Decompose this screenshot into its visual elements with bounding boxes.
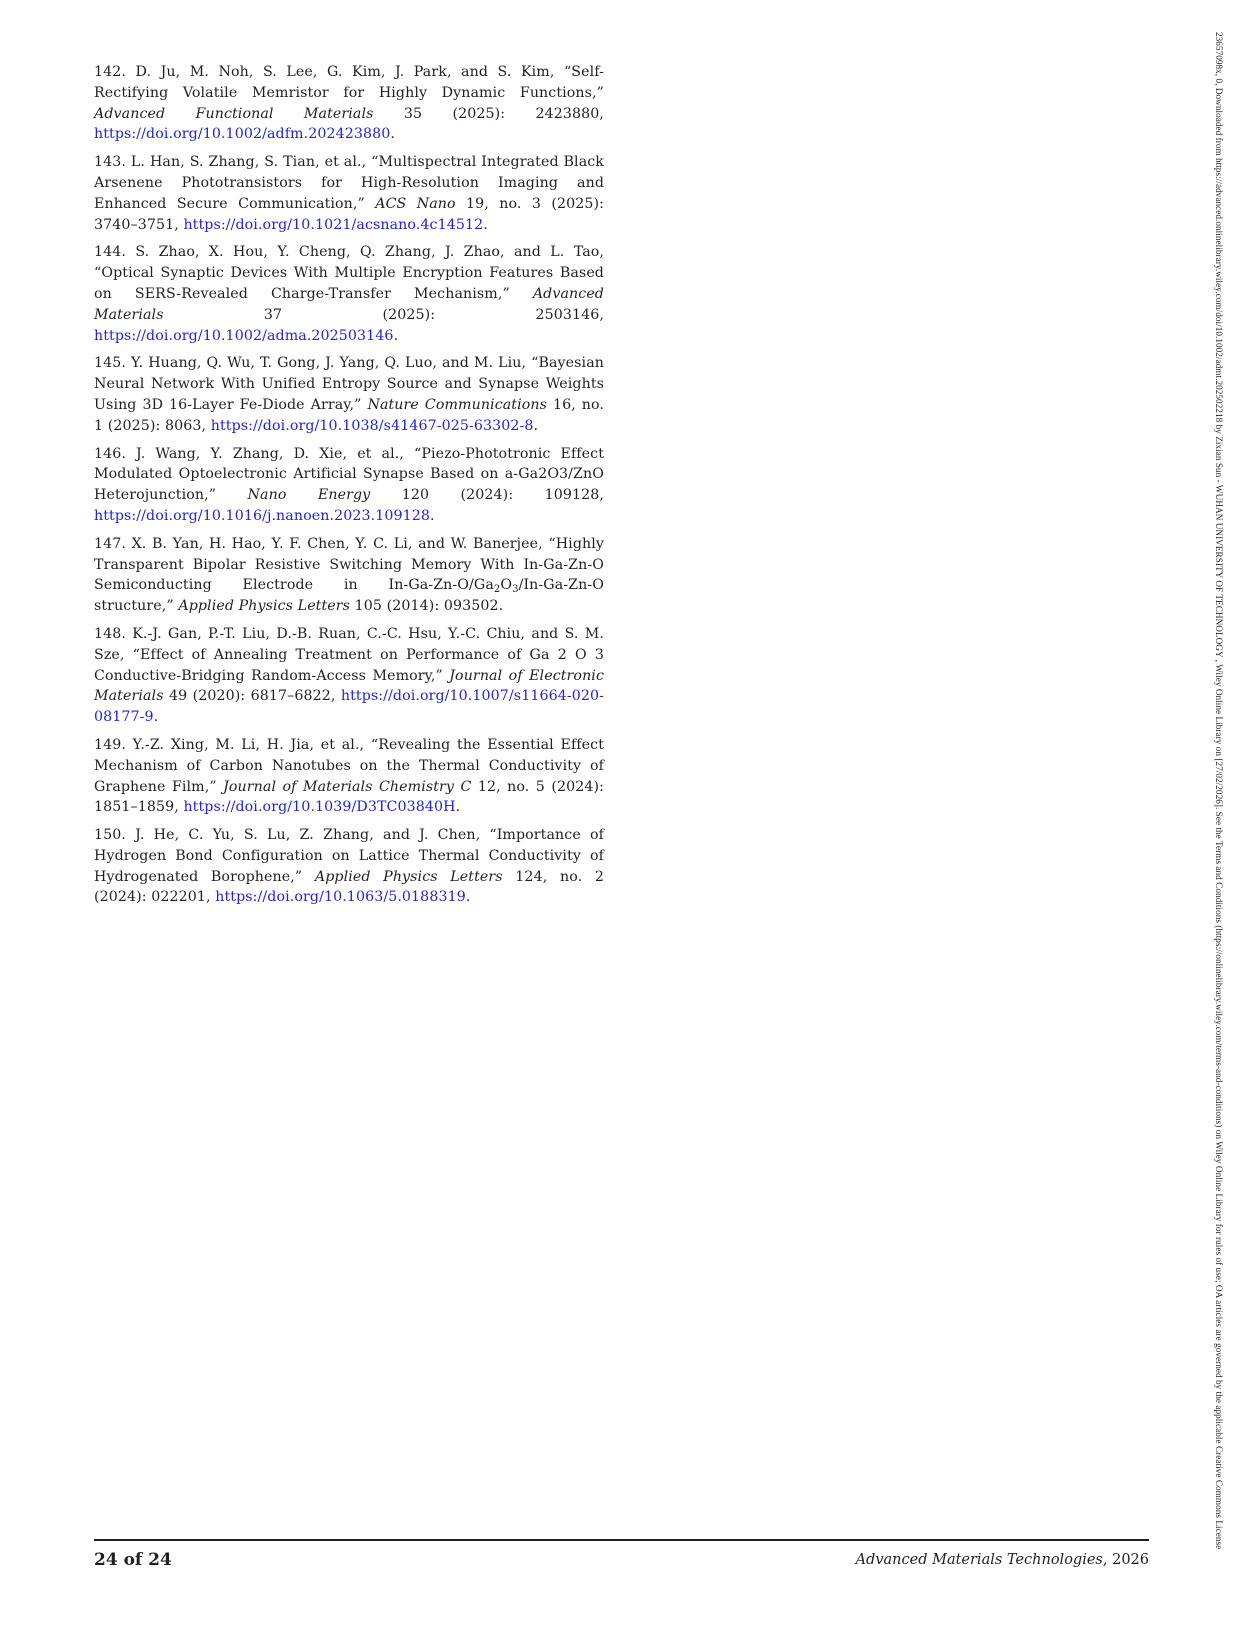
- reference-142: [94, 62, 604, 145]
- footer-journal: [856, 1552, 1149, 1568]
- journal-name: Advanced Materials: [94, 285, 604, 323]
- reference-end: .: [390, 126, 395, 143]
- reference-number: 150.: [94, 827, 126, 844]
- doi-link[interactable]: https://doi.org/10.1038/s41467-025-63302-8: [210, 417, 534, 434]
- reference-146: [94, 444, 604, 527]
- reference-details: 37 (2025): 2503146,: [163, 306, 604, 323]
- footer-rule: [94, 1539, 1149, 1541]
- reference-end: .: [153, 709, 159, 726]
- reference-number: 147.: [94, 535, 126, 552]
- reference-text: L. Han, S. Zhang, S. Tian, et al., “Multispectral Integrated Black Arsenene Phototransistors for High-Resolution Imaging and Enhanced Secure Communication,”: [94, 154, 604, 212]
- reference-number: 146.: [94, 445, 126, 462]
- reference-end: .: [465, 889, 471, 906]
- reference-list: [94, 62, 604, 915]
- reference-text: J. He, C. Yu, S. Lu, Z. Zhang, and J. Chen, “Importance of Hydrogen Bond Configuration on Lattice Thermal Conductivity of Hydrogenated Borophene,”: [94, 827, 604, 885]
- reference-end: .: [429, 507, 435, 524]
- reference-text: X. B. Yan, H. Hao, Y. F. Chen, Y. C. Li, and W. Banerjee, “Highly Transparent Bipolar Resistive Switching Memory With In-Ga-Zn-O Semiconducting Electrode in In-Ga-Zn-O/Ga: [94, 535, 604, 594]
- reference-number: 142.: [94, 64, 126, 80]
- reference-148: [94, 624, 604, 728]
- side-download-notice: 23657098x, 0, Downloaded from https://advanced.onlinelibrary.wiley.com/doi/10.1002/admt.202502218 by Zixian Sun - WUHAN UNIVERSITY OF TECHNOLOGY , Wiley Online Library on [27/02/2026]. See the Terms and Conditions (https://onlinelibrary.wiley.com/terms-and-conditions) on Wiley Online Library for rules of use; OA articles are governed by the applicable Creative Commons License: [1214, 32, 1224, 1550]
- reference-details: 120 (2024): 109128,: [370, 487, 605, 504]
- journal-name: Journal of Materials Chemistry C: [223, 778, 472, 795]
- doi-link[interactable]: https://doi.org/10.1021/acsnano.4c14512: [183, 216, 484, 233]
- reference-text: S. Zhao, X. Hou, Y. Cheng, Q. Zhang, J. Zhao, and L. Tao, “Optical Synaptic Devices With Multiple Encryption Features Based on SERS-Revealed Charge-Transfer Mechanism,”: [94, 244, 604, 302]
- doi-link[interactable]: https://doi.org/10.1002/adfm.202423880: [94, 126, 391, 143]
- reference-text: Y. Huang, Q. Wu, T. Gong, J. Yang, Q. Luo, and M. Liu, “Bayesian Neural Network With Unified Entropy Source and Synapse Weights Using 3D 16-Layer Fe-Diode Array,”: [94, 355, 604, 413]
- reference-149: [94, 735, 604, 818]
- page-number: 24 of 24: [94, 1550, 172, 1570]
- reference-text: K.-J. Gan, P.-T. Liu, D.-B. Ruan, C.-C. Hsu, Y.-C. Chiu, and S. M. Sze, “Effect of Annealing Treatment on Performance of Ga 2 O 3 Conductive-Bridging Random-Access Memory,”: [94, 625, 604, 684]
- doi-link[interactable]: https://doi.org/10.1007/s11664-020-08177-9: [94, 688, 604, 726]
- reference-number: 144.: [94, 244, 126, 261]
- reference-number: 143.: [94, 154, 126, 171]
- journal-name: ACS Nano: [375, 195, 456, 212]
- reference-text: O: [500, 577, 513, 594]
- doi-link[interactable]: https://doi.org/10.1039/D3TC03840H: [183, 799, 456, 816]
- reference-details: 16, no. 1 (2025): 8063,: [94, 396, 605, 434]
- reference-150: [94, 825, 604, 908]
- reference-end: .: [483, 216, 488, 233]
- footer-journal-name: Advanced Materials Technologies: [855, 1552, 1103, 1568]
- journal-name: Nano Energy: [247, 487, 371, 504]
- reference-144: [94, 242, 604, 346]
- subscript: 3: [512, 584, 519, 596]
- reference-145: [94, 353, 604, 436]
- journal-name: Applied Physics Letters: [178, 598, 351, 615]
- reference-number: 148.: [94, 625, 126, 642]
- reference-143: [94, 152, 604, 235]
- journal-name: Applied Physics Letters: [314, 868, 503, 885]
- reference-number: 145.: [94, 355, 126, 372]
- subscript: 2: [493, 584, 501, 596]
- reference-details: 12, no. 5 (2024): 1851–1859,: [94, 778, 604, 816]
- reference-text: Y.-Z. Xing, M. Li, H. Jia, et al., “Revealing the Essential Effect Mechanism of Carbon Nanotubes on the Thermal Conductivity of Graphene Film,”: [94, 736, 604, 795]
- reference-details: 49 (2020): 6817–6822,: [163, 688, 341, 705]
- reference-end: .: [455, 799, 461, 816]
- reference-number: 149.: [94, 736, 126, 753]
- doi-link[interactable]: https://doi.org/10.1002/adma.202503146: [94, 327, 394, 344]
- reference-details: 105 (2014): 093502.: [350, 598, 504, 615]
- reference-end: .: [393, 327, 399, 344]
- reference-text: J. Wang, Y. Zhang, D. Xie, et al., “Piezo-Phototronic Effect Modulated Optoelectronic Artificial Synapse Based on a-Ga2O3/ZnO Heterojunction,”: [94, 445, 604, 504]
- reference-details: 19, no. 3 (2025): 3740–3751,: [94, 195, 604, 233]
- doi-link[interactable]: https://doi.org/10.1063/5.0188319: [215, 889, 466, 906]
- reference-text: /In-Ga-Zn-O structure,”: [94, 577, 604, 615]
- journal-name: Nature Communications: [367, 396, 547, 413]
- journal-name: Journal of Electronic Materials: [94, 667, 604, 705]
- reference-end: .: [533, 417, 539, 434]
- reference-details: 35 (2025): 2423880,: [373, 105, 604, 122]
- reference-text: D. Ju, M. Noh, S. Lee, G. Kim, J. Park, and S. Kim, “Self-Rectifying Volatile Memristor for Highly Dynamic Functions,”: [94, 64, 604, 101]
- journal-name: Advanced Functional Materials: [94, 105, 374, 122]
- doi-link[interactable]: https://doi.org/10.1016/j.nanoen.2023.109128: [94, 507, 430, 524]
- reference-147: [94, 534, 604, 617]
- footer-year: , 2026: [1102, 1552, 1149, 1568]
- reference-details: 124, no. 2 (2024): 022201,: [94, 868, 604, 906]
